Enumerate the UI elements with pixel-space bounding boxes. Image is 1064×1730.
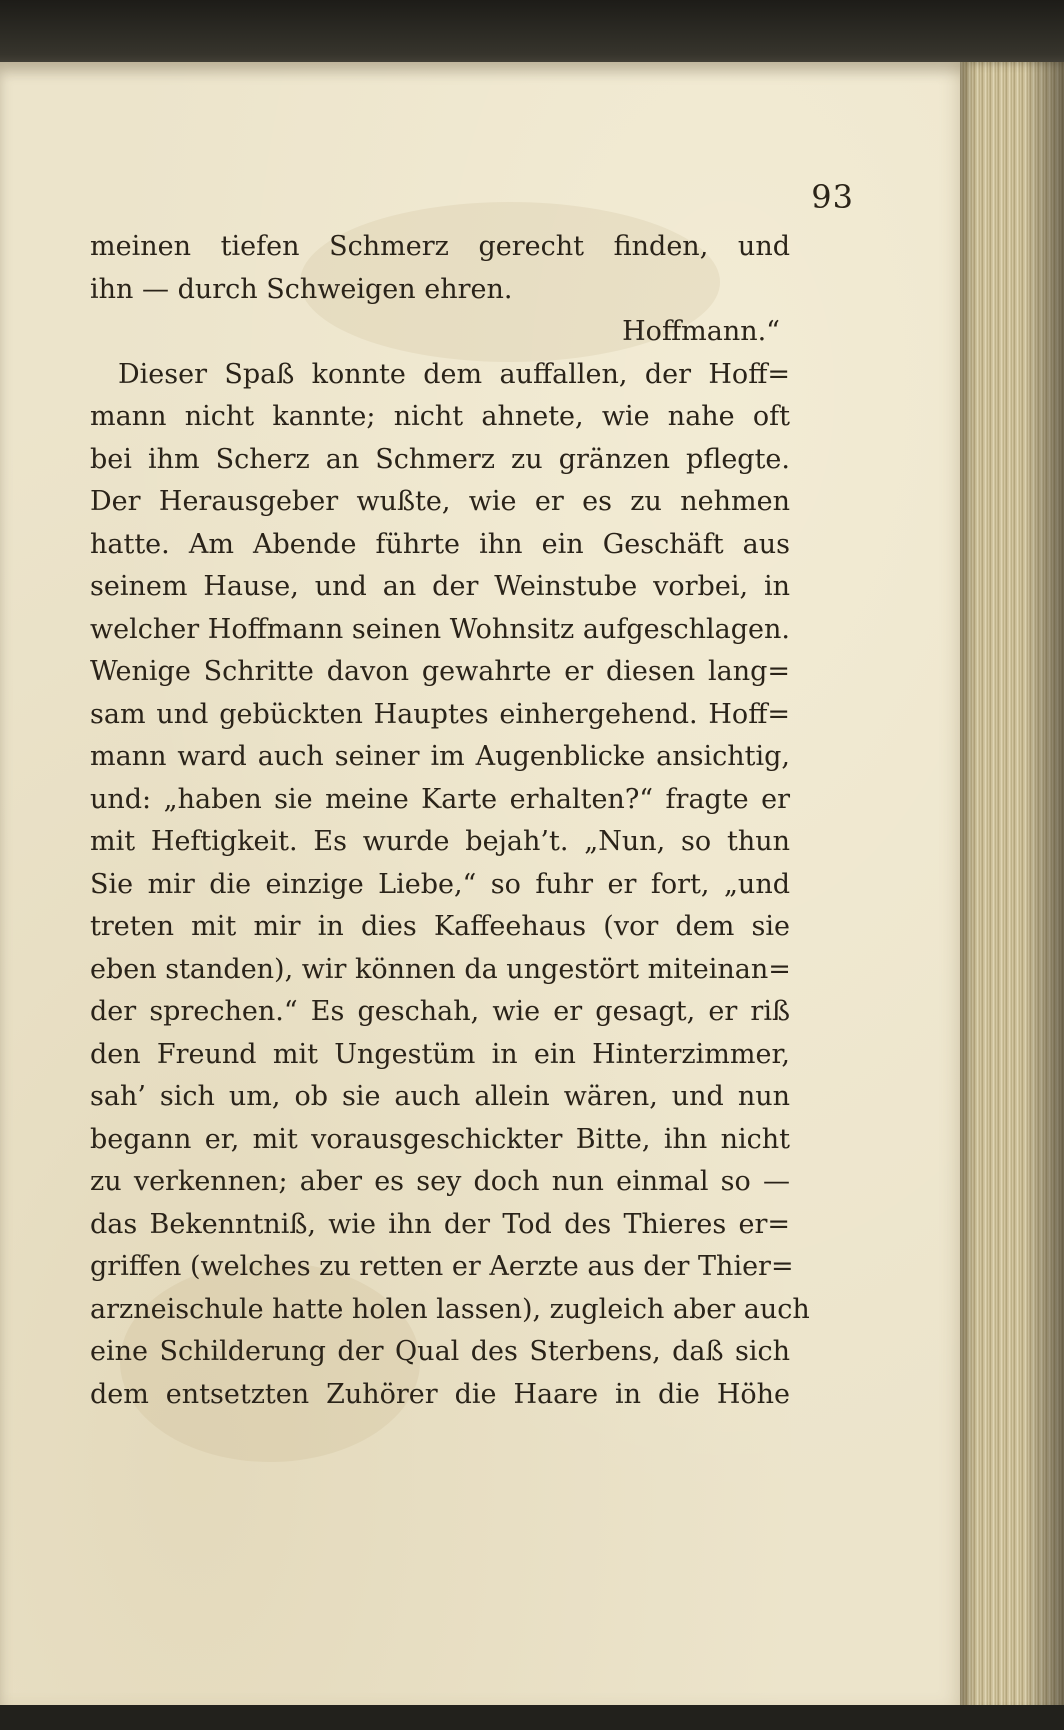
text-line: das Bekenntniß, wie ihn der Tod des Thieres er=	[90, 1208, 790, 1240]
text-line: mit Heftigkeit. Es wurde bejah’t. „Nun, so thun	[90, 826, 790, 857]
text-line: Sie mir die einzige Liebe,“ so fuhr er fort, „und	[90, 868, 790, 900]
text-line: begann er, mit vorausgeschickter Bitte, ihn nicht	[90, 1123, 790, 1155]
text-line: bei ihm Scherz an Schmerz zu gränzen pflegte.	[90, 443, 790, 475]
text-line: griffen (welches zu retten er Aerzte aus der Thier=	[90, 1251, 794, 1282]
text-line: seinem Hause, und an der Weinstube vorbei, in	[90, 571, 790, 602]
text-line: Der Herausgeber wußte, wie er es zu nehmen	[90, 486, 790, 517]
text-line: Dieser Spaß konnte dem auffallen, der Hoff=	[118, 358, 790, 390]
signature-line: Hoffmann.“	[622, 316, 780, 347]
text-line: eben standen), wir können da ungestört miteinan=	[90, 953, 791, 985]
text-line: mann ward auch seiner im Augenblicke ansichtig,	[90, 741, 790, 772]
text-line: arzneischule hatte holen lassen), zugleich aber auch	[90, 1293, 810, 1325]
text-line: sam und gebückten Hauptes einhergehend. Hoff=	[90, 698, 790, 730]
text-line: und: „haben sie meine Karte erhalten?“ fragte er	[90, 783, 790, 815]
body-text	[90, 226, 810, 1416]
text-line: sah’ sich um, ob sie auch allein wären, und nun	[90, 1081, 790, 1112]
book-bottom-shadow	[0, 1705, 1064, 1730]
text-line: mann nicht kannte; nicht ahnete, wie nahe oft	[90, 401, 790, 432]
text-line: den Freund mit Ungestüm in ein Hinterzimmer,	[90, 1038, 790, 1070]
text-line: der sprechen.“ Es geschah, wie er gesagt, er riß	[90, 996, 790, 1027]
text-line: hatte. Am Abende führte ihn ein Geschäft aus	[90, 528, 790, 560]
text-line: dem entsetzten Zuhörer die Haare in die Höhe	[90, 1378, 790, 1410]
text-line: welcher Hoffmann seinen Wohnsitz aufgeschlagen.	[90, 613, 790, 645]
text-line: ihn — durch Schweigen ehren.	[90, 273, 513, 305]
text-line: eine Schilderung der Qual des Sterbens, daß sich	[90, 1336, 790, 1367]
text-line: zu verkennen; aber es sey doch nun einmal so —	[90, 1166, 790, 1197]
page-number: 93	[811, 178, 854, 216]
text-line: meinen tiefen Schmerz gerecht finden, und	[90, 231, 790, 262]
text-line: Wenige Schritte davon gewahrte er diesen lang=	[90, 656, 790, 687]
page-edges	[960, 62, 1064, 1712]
text-line: treten mit mir in dies Kaffeehaus (vor dem sie	[90, 911, 790, 942]
